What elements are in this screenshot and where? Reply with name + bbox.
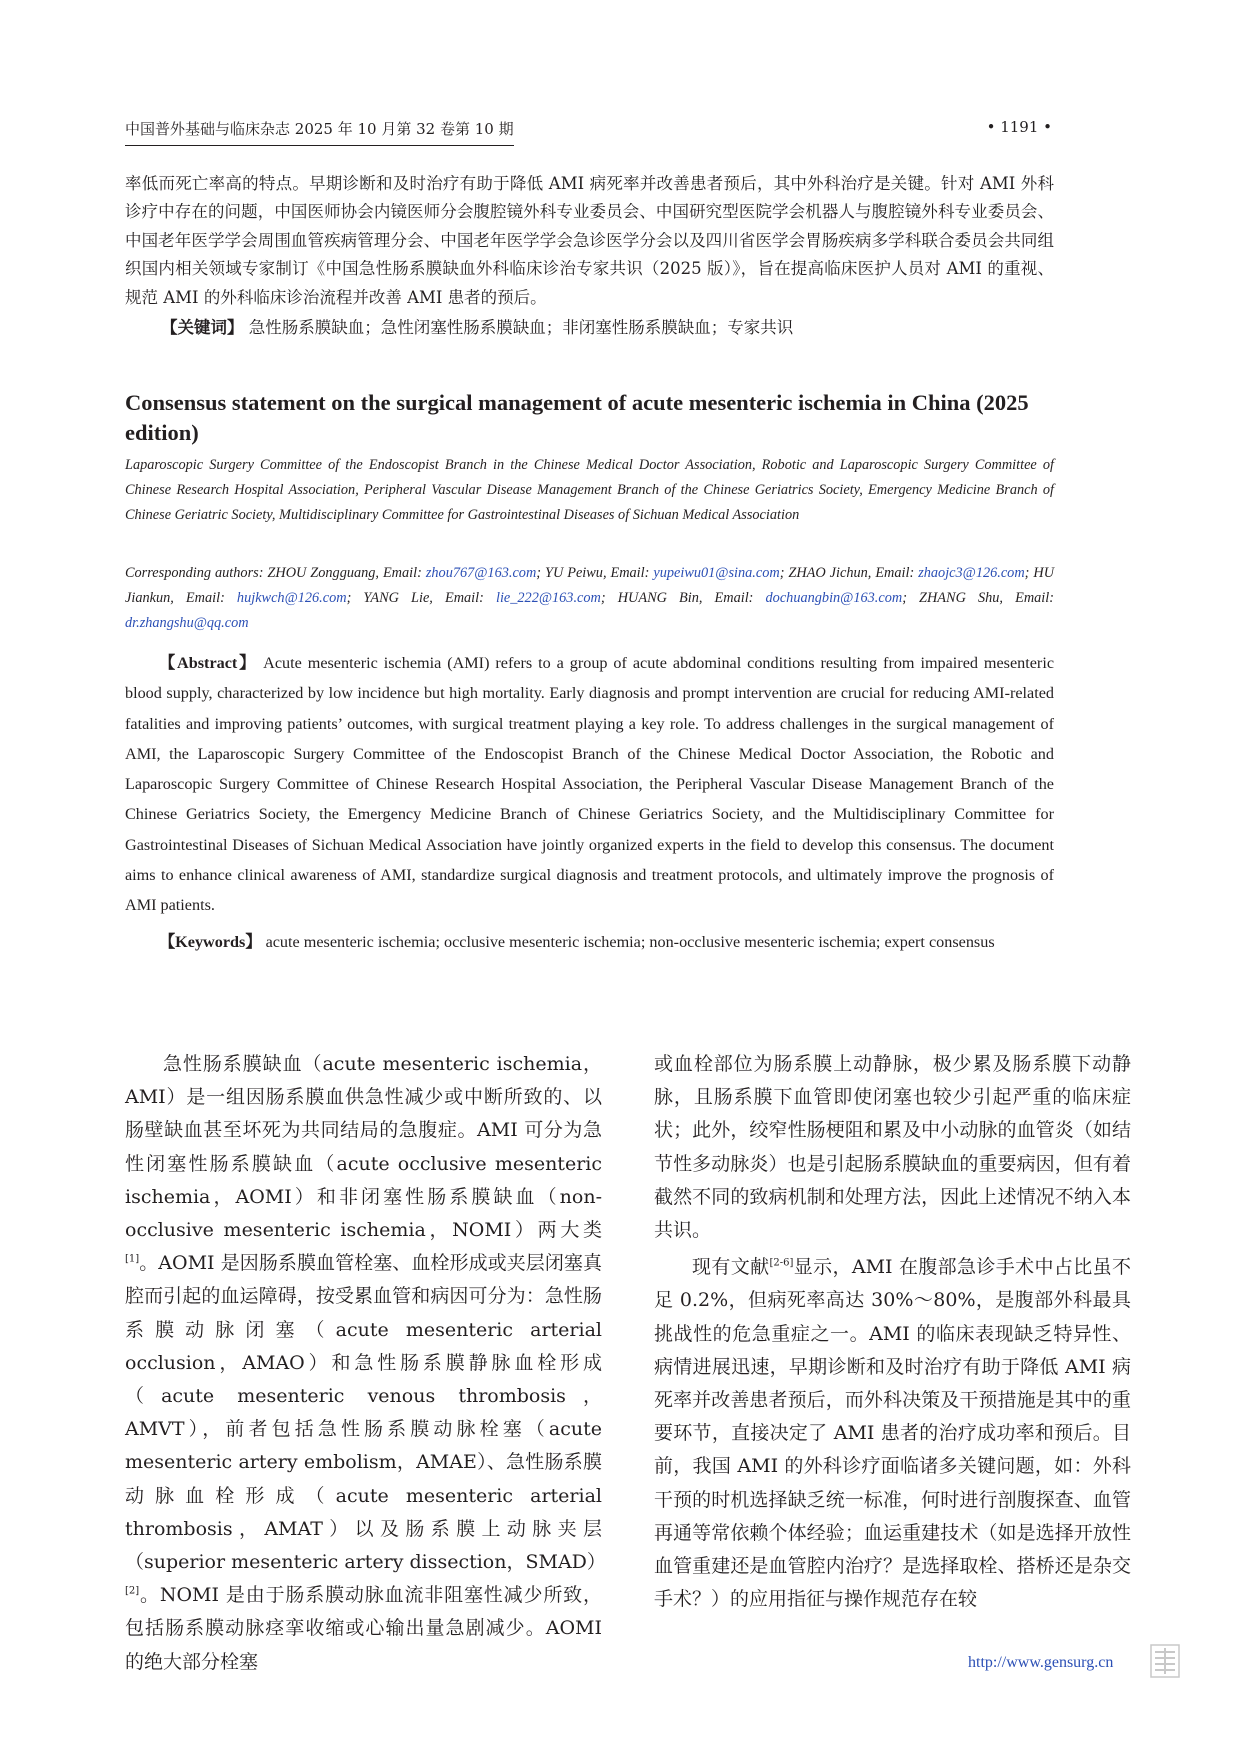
keywords-text: acute mesenteric ischemia; occlusive mesenteric ischemia; non-occlusive mesenteric ischemia; expert consensus bbox=[265, 932, 995, 951]
citation[interactable]: [2] bbox=[125, 1585, 140, 1597]
author-email[interactable]: zhaojc3@126.com bbox=[918, 565, 1025, 581]
author-name: HUANG Bin, Email: bbox=[617, 590, 754, 606]
page-header bbox=[125, 118, 1052, 144]
body-text: 显示，AMI 在腹部急诊手术中占比虽不足 0.2%，但病死率高达 30%～80%，是腹部外科最具挑战性的危急重症之一。AMI 的临床表现缺乏特异性、病情进展迅速，早期诊断和及时治疗有助于降低 AMI 病死率并改善患者预后，而外科决策及干预措施是其中的重要环节，直接决定了 AMI 患者的治疗成功率和预后。目前，我国 AMI 的外科诊疗面临诸多关键问题，如：外科干预的时机选择缺乏统一标准，何时进行剖腹探查、血管再通等常依赖个体经验；血运重建技术（如是选择开放性血管重建还是血管腔内治疗？是选择取栓、搭桥还是杂交手术？）的应用指征与操作规范存在较 bbox=[654, 1256, 1131, 1611]
author-name: ZHAO Jichun, Email: bbox=[788, 565, 915, 581]
author-email[interactable]: lie_222@163.com bbox=[495, 590, 601, 606]
author-name: YU Peiwu, Email: bbox=[545, 565, 650, 581]
abstract-text: Acute mesenteric ischemia (AMI) refers to a group of acute abdominal conditions resulting from impaired mesenteric blood supply, characterized by low incidence but high mortality. Early diagnosis and prompt intervention are crucial for reducing AMI-related fatalities and improving patients’ outcomes, with surgical treatment playing a key role. To address challenges in the surgical management of AMI, the Laparoscopic Surgery Committee of the Endoscopist Branch of the Chinese Medical Doctor Association, the Robotic and Laparoscopic Surgery Committee of Chinese Research Hospital Association, the Peripheral Vascular Disease Management Branch of the Chinese Geriatrics Society, the Emergency Medicine Branch of Chinese Geriatrics Society, and the Multidisciplinary Committee for Gastrointestinal Diseases of Sichuan Medical Association have jointly organized experts in the field to develop this consensus. The document aims to enhance clinical awareness of AMI, standardize surgical diagnosis and treatment protocols, and ultimately improve the prognosis of AMI patients. bbox=[125, 654, 1055, 915]
chinese-keywords-text: 急性肠系膜缺血；急性闭塞性肠系膜缺血；非闭塞性肠系膜缺血；专家共识 bbox=[248, 318, 794, 338]
corresponding-label: Corresponding authors: bbox=[125, 565, 264, 581]
author-email[interactable]: dr.zhangshu@qq.com bbox=[125, 615, 249, 631]
page-number: • 1191 • bbox=[986, 118, 1052, 136]
chinese-keywords-label: 【关键词】 bbox=[161, 318, 244, 338]
english-title: Consensus statement on the surgical management of acute mesenteric ischemia in China (2025 edition) bbox=[125, 390, 1029, 445]
journal-logo-icon bbox=[1150, 1644, 1180, 1678]
body-text: 。NOMI 是由于肠系膜动脉血流非阻塞性减少所致，包括肠系膜动脉痉挛收缩或心输出量急剧减少。AOMI 的绝大部分栓塞 bbox=[125, 1584, 602, 1673]
journal-url[interactable]: http://www.gensurg.cn bbox=[968, 1654, 1114, 1671]
english-abstract-paragraph bbox=[125, 648, 1054, 921]
author-name: ZHANG Shu, Email: bbox=[919, 590, 1054, 606]
author-name: HU Jiankun, Email: bbox=[125, 565, 1055, 606]
english-abstract bbox=[125, 648, 1054, 957]
author-email[interactable]: yupeiwu01@sina.com bbox=[653, 565, 780, 581]
chinese-keywords bbox=[125, 314, 1054, 342]
journal-issue: 中国普外基础与临床杂志 2025 年 10 月第 32 卷第 10 期 bbox=[125, 118, 514, 146]
abstract-label: 【Abstract】 bbox=[159, 654, 258, 672]
body-right-column bbox=[654, 1048, 1131, 1616]
chinese-abstract-text: 率低而死亡率高的特点。早期诊断和及时治疗有助于降低 AMI 病死率并改善患者预后，其中外科治疗是关键。针对 AMI 外科诊疗中存在的问题，中国医师协会内镜医师分会腹腔镜外科专业委员会、中国研究型医院学会机器人与腹腔镜外科专业委员会、中国老年医学学会周围血管疾病管理分会、中国老年医学学会急诊医学分会以及四川省医学会胃肠疾病多学科联合委员会共同组织国内相关领域专家制订《中国急性肠系膜缺血外科临床诊治专家共识（2025 版）》，旨在提高临床医护人员对 AMI 的重视、规范 AMI 的外科临床诊治流程并改善 AMI 患者的预后。 bbox=[125, 174, 1054, 307]
author-email[interactable]: dochuangbin@163.com bbox=[765, 590, 903, 606]
body-text: 。AOMI 是因肠系膜血管栓塞、血栓形成或夹层闭塞真腔而引起的血运障碍，按受累血管和病因可分为：急性肠系膜动脉闭塞（acute mesenteric arterial occlusion，AMAO）和急性肠系膜静脉血栓形成（acute mesenteric venous thrombosis，AMVT），前者包括急性肠系膜动脉栓塞（acute mesenteric artery embolism，AMAE）、急性肠系膜动脉血栓形成（acute mesenteric arterial thrombosis，AMAT）以及肠系膜上动脉夹层（superior mesenteric artery dissection，SMAD） bbox=[125, 1252, 606, 1574]
author-email[interactable]: hujkwch@126.com bbox=[236, 590, 347, 606]
citation[interactable]: [1] bbox=[125, 1253, 140, 1265]
corresponding-authors: Corresponding authors: ZHOU Zongguang, Email: zhou767@163.com; YU Peiwu, Email: yupeiwu01@sina.com; ZHAO Jichun, Email: zhaojc3@126.com; HU Jiankun, Email: hujkwch@126.com; YANG Lie, Email: lie_222@163.com; HUANG Bin, Email: dochuangbin@163.com; ZHANG Shu, Email: dr.zhangshu@qq.com bbox=[125, 565, 1055, 631]
chinese-abstract bbox=[125, 170, 1054, 342]
body-text: 现有文献 bbox=[692, 1256, 770, 1279]
body-paragraph: 或血栓部位为肠系膜上动静脉，极少累及肠系膜下动静脉，且肠系膜下血管即使闭塞也较少引起严重的临床症状；此外，绞窄性肠梗阻和累及中小动脉的血管炎（如结节性多动脉炎）也是引起肠系膜缺血的重要病因，但有着截然不同的致病机制和处理方法，因此上述情况不纳入本共识。 bbox=[654, 1053, 1131, 1242]
author-name: ZHOU Zongguang, Email: bbox=[267, 565, 422, 581]
english-keywords bbox=[125, 927, 1054, 957]
keywords-label: 【Keywords】 bbox=[159, 932, 262, 951]
body-paragraph bbox=[125, 1048, 606, 1679]
author-name: YANG Lie, Email: bbox=[363, 590, 484, 606]
body-text: 急性肠系膜缺血（acute mesenteric ischemia，AMI）是一组因肠系膜血供急性减少或中断所致的、以肠壁缺血甚至坏死为共同结局的急腹症。AMI 可分为急性闭塞性肠系膜缺血（acute occlusive mesenteric ischemia，AOMI）和非闭塞性肠系膜缺血（non-occlusive mesenteric ischemia，NOMI）两大类 bbox=[125, 1053, 602, 1242]
citation[interactable]: [2-6] bbox=[769, 1257, 794, 1269]
author-email[interactable]: zhou767@163.com bbox=[425, 565, 537, 581]
body-left-column bbox=[125, 1048, 606, 1679]
body-paragraph bbox=[654, 1251, 1131, 1616]
affiliations: Laparoscopic Surgery Committee of the Endoscopist Branch in the Chinese Medical Doctor Association, Robotic and Laparoscopic Surgery Committee of Chinese Research Hospital Association, Peripheral Vascular Disease Management Branch of the Chinese Geriatrics Society, Emergency Medicine Branch of Chinese Geriatric Society, Multidisciplinary Committee for Gastrointestinal Diseases of Sichuan Medical Association bbox=[125, 457, 1054, 523]
